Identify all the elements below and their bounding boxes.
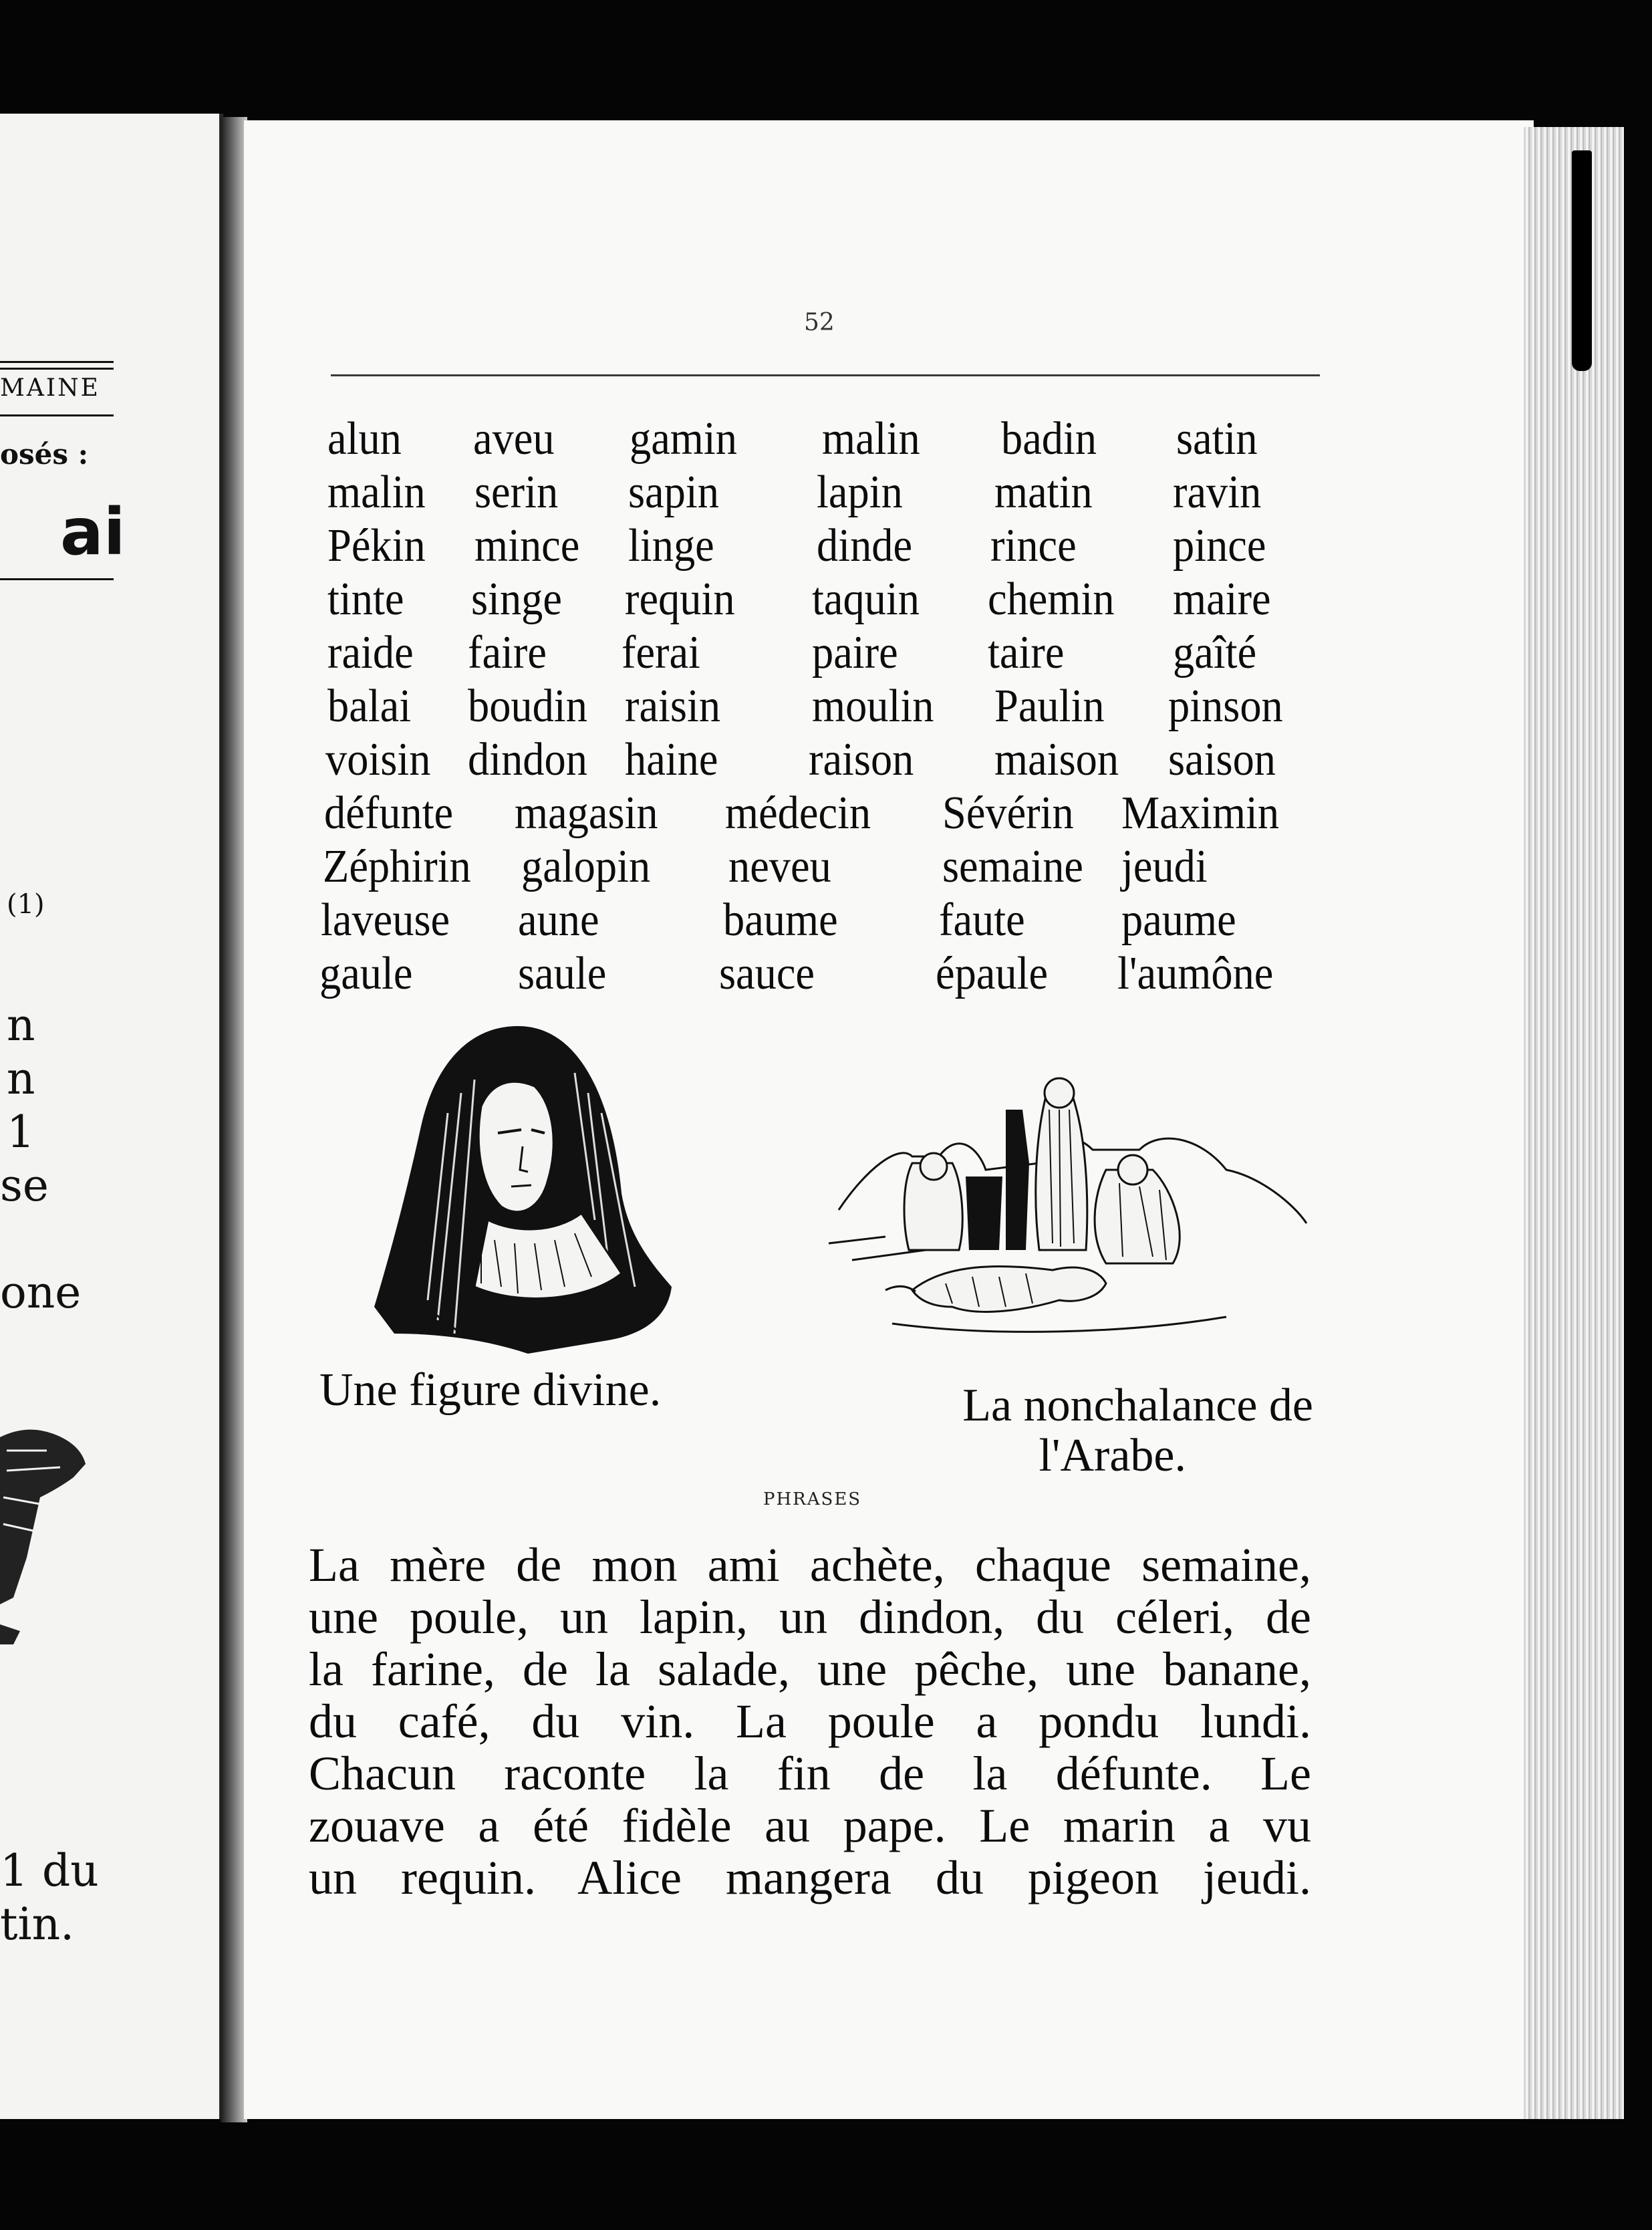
word: gaîté [1173,627,1257,678]
word: moulin [812,680,934,732]
word: singe [471,574,562,625]
phrase-line: la farine, de la salade, une pêche, une banane, [309,1642,1311,1696]
word: semaine [942,841,1084,892]
book-gutter [221,117,247,2122]
phrase-line: Chacun raconte la fin de la défunte. Le [309,1747,1311,1800]
word: maire [1173,574,1271,625]
phrases-heading: PHRASES [763,1489,862,1509]
left-page-fragment: tin. [0,1898,75,1950]
word: chemin [988,574,1115,625]
word: malin [822,413,920,465]
word: malin [327,467,426,518]
left-page-header: MAINE [0,374,100,402]
previous-page [0,114,223,2119]
word: l'aumône [1117,948,1274,999]
left-page-fragment: one [0,1267,82,1318]
word: galopin [521,841,651,892]
word: gaule [319,948,413,999]
word: Maximin [1121,787,1280,839]
phrase-line: du café, du vin. La poule a pondu lundi. [309,1695,1311,1748]
left-caption: Une figure divine. [319,1364,662,1416]
word: tinte [327,574,404,625]
phrase-line: une poule, un lapin, un dindon, du céleri, de [309,1590,1311,1644]
word: Paulin [994,680,1105,732]
word: pince [1173,520,1266,572]
word: haine [625,734,718,785]
word: aveu [473,413,555,465]
left-page-fragment: osés : [0,438,89,471]
word: voisin [325,734,431,785]
word: Sévérin [942,787,1074,839]
word: badin [1001,413,1097,465]
word: neveu [728,841,831,892]
left-page-rule [0,368,114,370]
left-page-fragment: 1 du [0,1845,99,1896]
right-caption-line2: l'Arabe. [1039,1430,1186,1481]
left-page-rule [0,414,114,416]
word: pinson [1168,680,1283,732]
word: jeudi [1121,841,1208,892]
word: lapin [817,467,903,518]
word: Zéphirin [323,841,471,892]
left-page-rule [0,578,114,580]
left-page-fragment: se [0,1160,49,1211]
left-page-fragment: (1) [7,889,45,920]
word: ferai [622,627,700,678]
word: faute [939,894,1025,946]
left-page-fragment: n [7,1053,35,1104]
header-rule [331,374,1320,376]
word: taquin [812,574,920,625]
word: maison [994,734,1119,785]
word: raison [809,734,914,785]
word: gamin [630,413,737,465]
word: mince [474,520,580,572]
phrase-line: La mère de mon ami achète, chaque semaine, [309,1538,1311,1592]
page-number: 52 [804,309,835,336]
word: linge [628,520,714,572]
word: aune [518,894,599,946]
phrases-paragraph [309,1539,1311,1904]
word: requin [625,574,735,625]
word: laveuse [321,894,450,946]
word: faire [468,627,547,678]
word: serin [474,467,559,518]
arab-scene-illustration [825,1070,1320,1357]
word: sapin [628,467,719,518]
word: magasin [515,787,658,839]
word: taire [988,627,1065,678]
word: épaule [936,948,1049,999]
word: dindon [468,734,587,785]
left-page-illustration [0,1424,87,1644]
page-edge-shadow [1572,150,1592,371]
word: baume [723,894,838,946]
word: boudin [468,680,587,732]
word: saule [518,948,607,999]
word: dinde [817,520,913,572]
word: rince [990,520,1077,572]
word: raide [327,627,414,678]
word: alun [327,413,402,465]
word: Pékin [327,520,426,572]
woman-portrait-illustration [368,1019,675,1367]
word: paume [1121,894,1236,946]
word: balai [327,680,412,732]
left-page-rule [0,361,114,363]
word: sauce [719,948,815,999]
left-page-fragment: 1 [7,1106,35,1158]
word: médecin [725,787,871,839]
phrase-line: zouave a été fidèle au pape. Le marin a vu [309,1799,1311,1852]
word: satin [1176,413,1258,465]
word: raisin [625,680,721,732]
word: défunte [324,787,454,839]
word: ravin [1173,467,1262,518]
right-caption-line1: La nonchalance de [962,1380,1313,1431]
word: saison [1168,734,1276,785]
phrase-line: un requin. Alice mangera du pigeon jeudi. [309,1851,1311,1904]
word: matin [994,467,1093,518]
word: paire [812,627,898,678]
left-page-fragment: ai [60,495,126,570]
left-page-fragment: n [7,999,35,1051]
page-edges [1524,127,1624,2119]
